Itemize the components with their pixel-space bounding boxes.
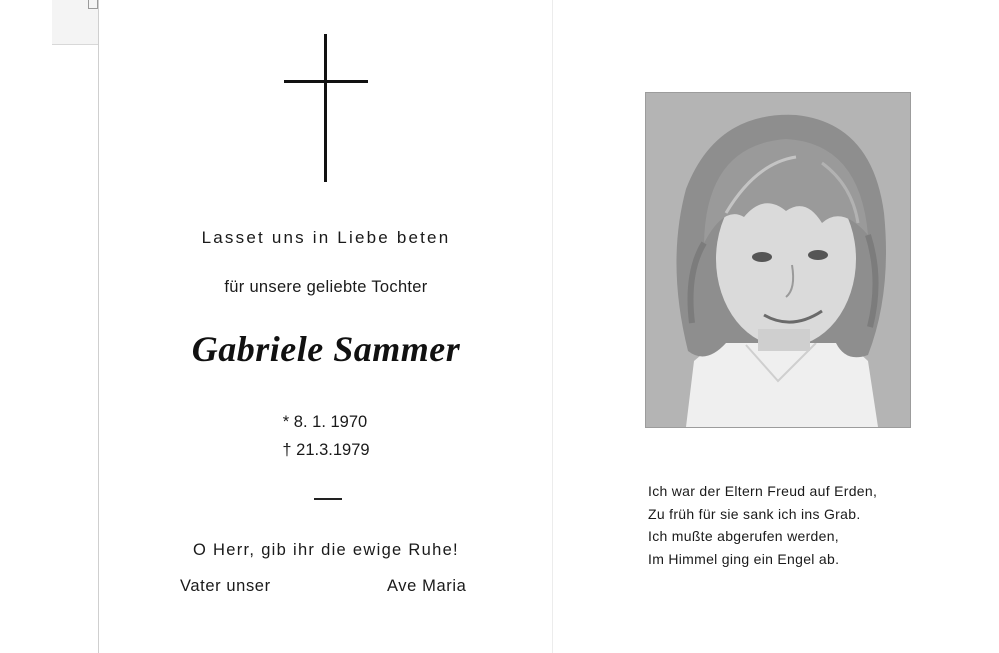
card-left-panel <box>100 0 552 653</box>
prayer-heading: Lasset uns in Liebe beten <box>201 228 451 247</box>
death-date: † 21.3.1979 <box>282 441 370 459</box>
birth-date: * 8. 1. 1970 <box>282 413 368 431</box>
rest-prayer: O Herr, gib ihr die ewige Ruhe! <box>193 541 459 559</box>
scan-margin <box>0 0 60 653</box>
prayer-left: Vater unser <box>180 577 271 595</box>
deceased-name: Gabriele Sammer <box>191 329 461 369</box>
prayer-right: Ave Maria <box>387 577 467 595</box>
separator-dash <box>314 498 342 500</box>
verse-line: Zu früh für sie sank ich ins Grab. <box>648 505 861 522</box>
card-right-panel <box>553 0 999 653</box>
verse-line: Ich mußte abgerufen werden, <box>648 528 839 544</box>
verse-line: Ich war der Eltern Freud auf Erden, <box>648 483 878 499</box>
verse-line: Im Himmel ging ein Engel ab. <box>648 550 840 567</box>
cross-icon <box>284 34 368 182</box>
memorial-verse <box>648 480 877 570</box>
portrait-photo <box>645 92 911 428</box>
dedication-line: für unsere geliebte Tochter <box>224 278 428 296</box>
tab-mark <box>88 0 98 9</box>
card-edge <box>98 0 99 653</box>
